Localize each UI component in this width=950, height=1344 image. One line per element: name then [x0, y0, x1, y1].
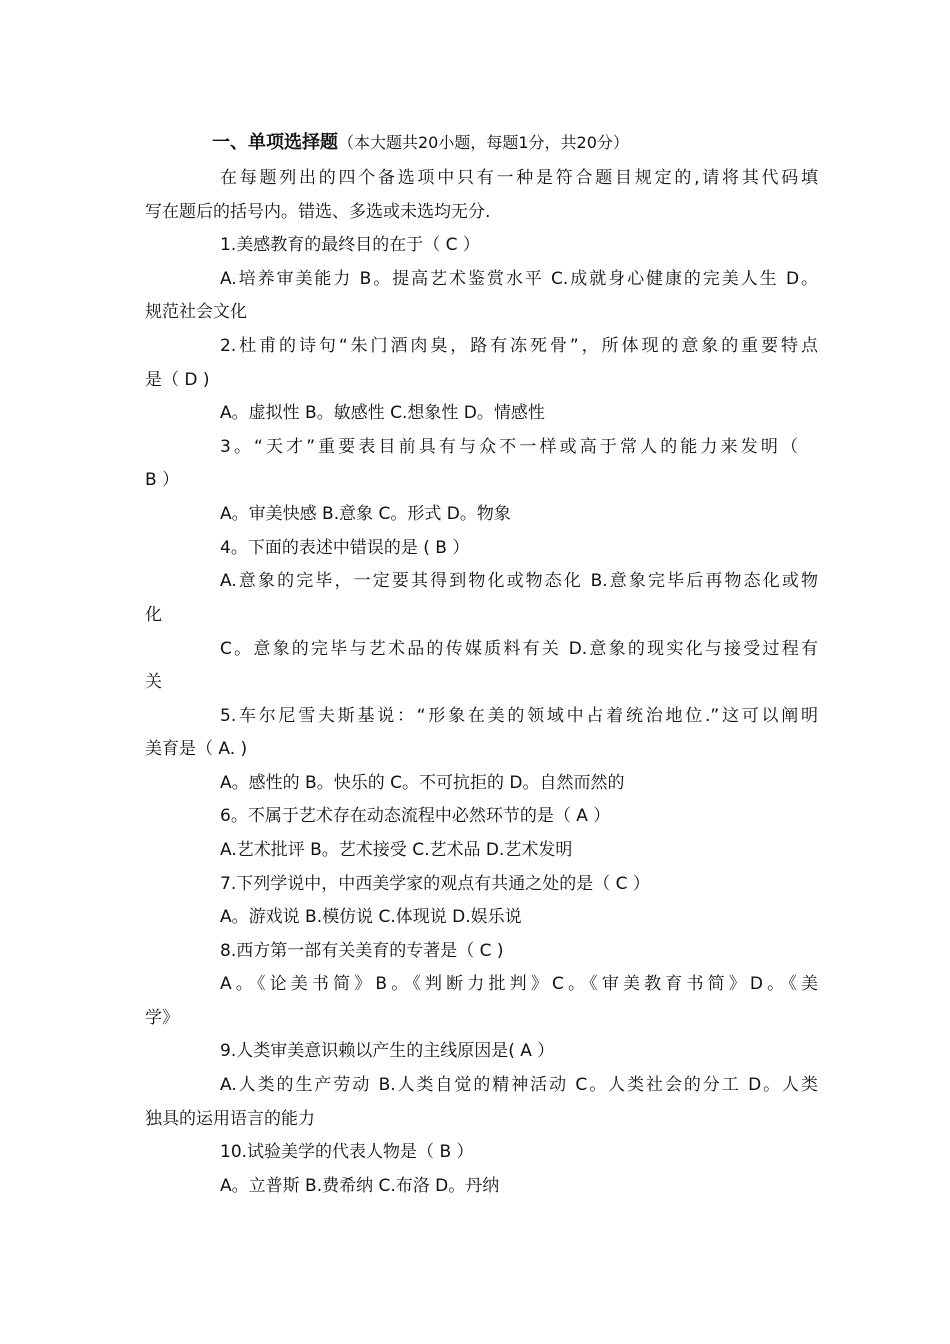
question-8: 8.西方第一部有关美育的专著是（ C ) — [220, 941, 504, 961]
question-3-options: A。审美快感 B.意象 C。形式 D。物象 — [220, 504, 511, 524]
question-6: 6。不属于艺术存在动态流程中必然环节的是（ A ） — [220, 806, 611, 826]
question-1-options: A.培养审美能力 B。提高艺术鉴赏水平 C.成就身心健康的完美人生 D。 — [220, 269, 818, 289]
question-2-cont: 是（ D ) — [145, 370, 210, 390]
question-8-options: A。《论美书简》B。《判断力批判》C。《审美教育书简》D。《美 — [220, 974, 818, 994]
question-8-options-cont: 学》 — [145, 1008, 179, 1028]
question-5: 5.车尔尼雪夫斯基说：“形象在美的领域中占着统治地位.”这可以阐明 — [220, 706, 818, 726]
question-10-options: A。立普斯 B.费希纳 C.布洛 D。丹纳 — [220, 1176, 500, 1196]
question-5-options: A。感性的 B。快乐的 C。不可抗拒的 D。自然而然的 — [220, 773, 625, 793]
section-heading — [212, 131, 629, 155]
question-9-options-cont: 独具的运用语言的能力 — [145, 1109, 315, 1129]
question-5-cont: 美育是（ A. ) — [145, 739, 248, 759]
question-1: 1.美感教育的最终目的在于（ C ） — [220, 235, 480, 255]
question-2: 2.杜甫的诗句“朱门酒肉臭，路有冻死骨”，所体现的意象的重要特点 — [220, 336, 818, 356]
question-4-options-2-cont: 关 — [145, 672, 162, 692]
section-note: （本大题共20小题，每题1分，共20分） — [338, 133, 629, 152]
question-10: 10.试验美学的代表人物是（ B ） — [220, 1142, 474, 1162]
question-9: 9.人类审美意识赖以产生的主线原因是( A ） — [220, 1041, 555, 1061]
question-6-options: A.艺术批评 B。艺术接受 C.艺术品 D.艺术发明 — [220, 840, 573, 860]
question-4-options-1-cont: 化 — [145, 605, 162, 625]
question-4: 4。下面的表述中错误的是 ( B ） — [220, 538, 470, 558]
question-3: 3。“天才”重要表目前具有与众不一样或高于常人的能力来发明（ — [220, 437, 798, 457]
instruction-line-1: 在每题列出的四个备选项中只有一种是符合题目规定的,请将其代码填 — [220, 168, 818, 188]
question-2-options: A。虚拟性 B。敏感性 C.想象性 D。情感性 — [220, 403, 545, 423]
instruction-line-2: 写在题后的括号内。错选、多选或未选均无分. — [145, 202, 491, 222]
question-1-options-cont: 规范社会文化 — [145, 302, 247, 322]
question-4-options-2: C。意象的完毕与艺术品的传媒质料有关 D.意象的现实化与接受过程有 — [220, 639, 818, 659]
question-3-cont: B ） — [145, 470, 180, 490]
question-7: 7.下列学说中，中西美学家的观点有共通之处的是（ C ） — [220, 874, 650, 894]
section-title: 一、单项选择题 — [212, 132, 338, 153]
question-9-options: A.人类的生产劳动 B.人类自觉的精神活动 C。人类社会的分工 D。人类 — [220, 1075, 818, 1095]
question-4-options-1: A.意象的完毕，一定要其得到物化或物态化 B.意象完毕后再物态化或物 — [220, 571, 818, 591]
question-7-options: A。游戏说 B.模仿说 C.体现说 D.娱乐说 — [220, 907, 522, 927]
